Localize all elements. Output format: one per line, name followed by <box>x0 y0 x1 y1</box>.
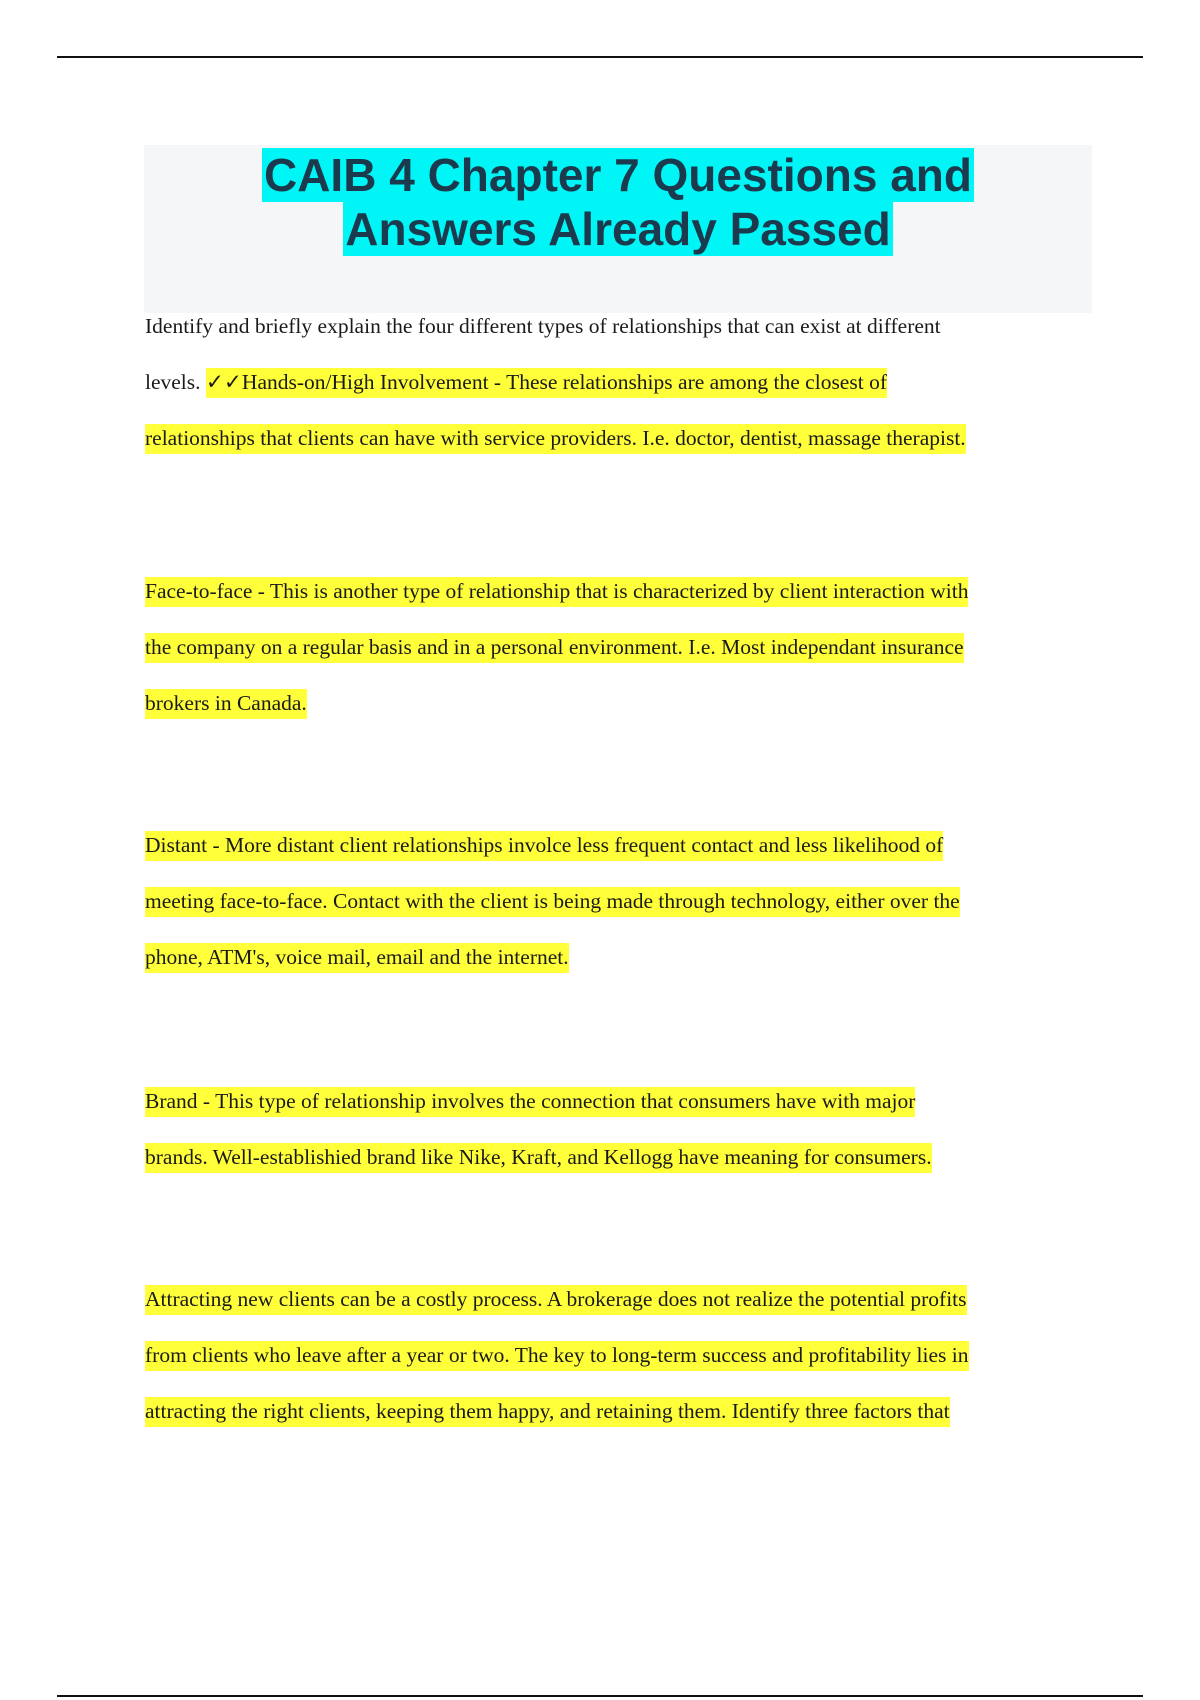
paragraph-line: Face-to-face - This is another type of relationship that is characterized by client interaction with <box>145 563 968 619</box>
title-line-2: Answers Already Passed <box>345 203 891 255</box>
header-rule <box>57 56 1143 58</box>
paragraph-line: Brand - This type of relationship involves the connection that consumers have with major <box>145 1073 932 1129</box>
paragraph-line: brands. Well-establishied brand like Nike, Kraft, and Kellogg have meaning for consumers. <box>145 1129 932 1185</box>
paragraph-line: Attracting new clients can be a costly process. A brokerage does not realize the potential profits <box>145 1271 969 1327</box>
question-line-1: Identify and briefly explain the four different types of relationships that can exist at different <box>145 314 941 338</box>
paragraph-line: phone, ATM's, voice mail, email and the internet. <box>145 929 960 985</box>
paragraph-line: attracting the right clients, keeping them happy, and retaining them. Identify three factors that <box>145 1383 969 1439</box>
paragraph-line: Distant - More distant client relationships involce less frequent contact and less likelihood of <box>145 817 960 873</box>
paragraph-face-to-face <box>145 563 968 731</box>
paragraph-line: from clients who leave after a year or two. The key to long-term success and profitability lies in <box>145 1327 969 1383</box>
question-block <box>145 298 966 466</box>
footer-rule <box>57 1695 1143 1697</box>
question-line-2 <box>145 354 966 410</box>
paragraph-line: brokers in Canada. <box>145 675 968 731</box>
paragraph-line: the company on a regular basis and in a personal environment. I.e. Most independant insurance <box>145 619 968 675</box>
paragraph-brand <box>145 1073 932 1185</box>
question-line-3 <box>145 410 966 466</box>
answer-highlight: relationships that clients can have with service providers. I.e. doctor, dentist, massage therapist. <box>145 424 966 454</box>
question-line-2-plain: levels. <box>145 370 206 394</box>
title-line-1: CAIB 4 Chapter 7 Questions and <box>263 149 972 201</box>
paragraph-line: meeting face-to-face. Contact with the client is being made through technology, either over the <box>145 873 960 929</box>
paragraph-distant <box>145 817 960 985</box>
page-title <box>144 148 1092 256</box>
answer-highlight: ✓✓Hands-on/High Involvement - These relationships are among the closest of <box>206 368 887 398</box>
paragraph-attracting-clients <box>145 1271 969 1439</box>
